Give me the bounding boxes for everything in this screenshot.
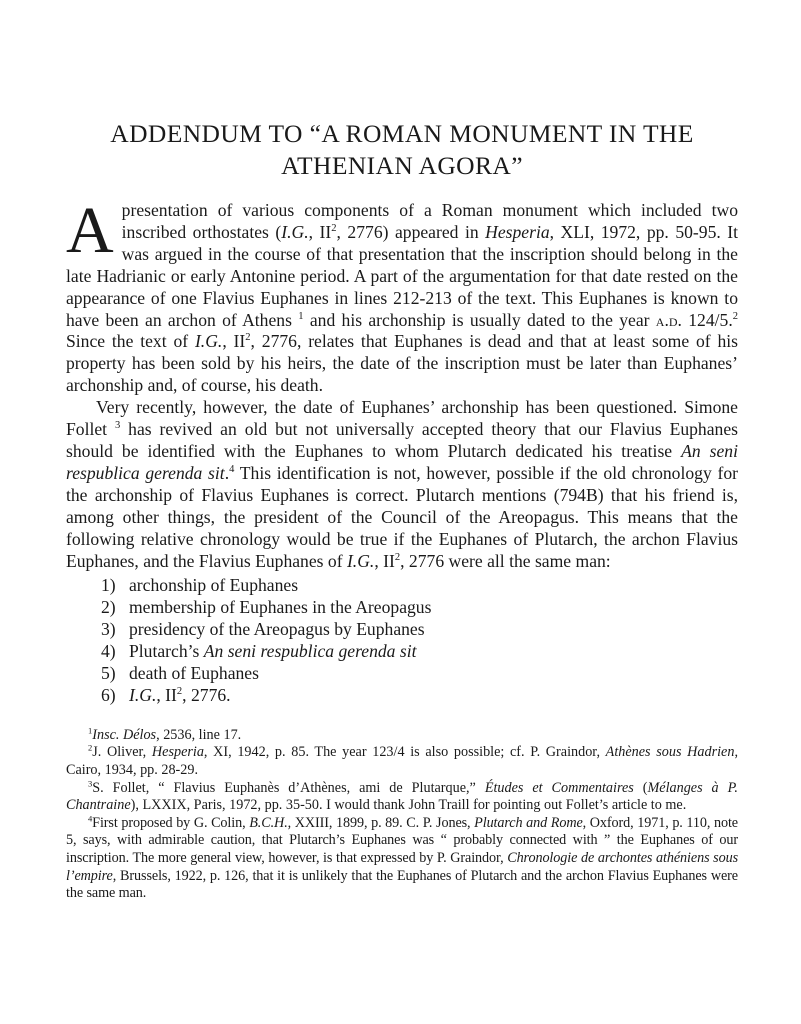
p2-text-4: This identification is not, however, possible if the old chronology for the archonship of Flavius Euphanes is correct. Plutarch mentions (794B) that his friend is, among other things, the president of the Council of the Areopagus. This means that the following relative chronology would be true if the Euphanes of Plutarch, the archon Flavius Euphanes, and the Flavius Euphanes of [66, 462, 738, 571]
footnote-number: 4 [88, 813, 93, 824]
list-item [101, 619, 738, 641]
list-item [101, 663, 738, 685]
page [66, 118, 738, 903]
footnote-text: S. Follet, “ Flavius Euphanès d’Athènes, ami de Plutarque,” [92, 779, 485, 796]
list-number: 1) [101, 575, 116, 596]
p1-sup: 2 [331, 223, 337, 235]
footnote-number: 1 [88, 725, 93, 736]
p2-text-2: has revived an old but not universally accepted theory that our Flavius Euphanes should be identified with the Euphanes to whom Plutarch dedicated his treatise [66, 419, 738, 461]
list-text: death of Euphanes [129, 663, 259, 684]
footnote-ref-2[interactable]: 2 [732, 310, 738, 322]
list-item [101, 685, 738, 707]
footnote-text: , 2536, line 17. [156, 726, 242, 743]
footnote-italic: Athènes sous Hadrien [605, 744, 735, 761]
p1-text-5: and his archonship is usually dated to the year [303, 309, 656, 330]
list-italic: I.G. [129, 684, 157, 705]
footnote-text: ), LXXIX, Paris, 1972, pp. 35-50. I would thank John Traill for pointing out Follet’s article to me. [130, 797, 687, 814]
footnote-italic: Chronologie de archontes athéniens sous l’empire [66, 850, 738, 884]
list-number: 5) [101, 663, 116, 684]
p1-ig: I.G. [281, 221, 309, 242]
title-line-2: ATHENIAN AGORA” [281, 151, 523, 180]
paragraph-1 [66, 194, 739, 397]
footnote-text: First proposed by G. Colin, [92, 814, 250, 831]
p1-sup-2: 2 [245, 332, 251, 344]
p1-text-9: , 2776, relates that Euphanes is dead and that at least some of his property has been sold by his heirs, the date of the inscription must be later than Euphanes’ archonship and, of course, his death. [66, 331, 738, 396]
footnote-text: , Brussels, 1922, p. 126, that it is unlikely that the Euphanes of Plutarch and the archon Flavius Euphanes were the same man. [66, 867, 738, 902]
list-sup: 2 [176, 686, 183, 698]
list-text: membership of Euphanes in the Areopagus [129, 597, 432, 618]
list-italic: An seni respublica gerenda sit [203, 641, 417, 662]
footnote-text: , XXIII, 1899, p. 89. C. P. Jones, [287, 814, 475, 831]
p1-hesperia: Hesperia [485, 221, 550, 242]
footnote-ref-3[interactable]: 3 [114, 420, 121, 432]
list-item [101, 575, 738, 597]
p2-text-6: , 2776 were all the same man: [400, 550, 611, 571]
list-text: presidency of the Areopagus by Euphanes [129, 619, 425, 640]
p1-text-6: 124/5. [681, 309, 733, 330]
article-title [66, 118, 738, 182]
p2-text-3: . [224, 462, 230, 483]
list-number: 3) [101, 619, 116, 640]
p1-text-8: , II [222, 331, 246, 352]
footnote-3 [66, 777, 738, 815]
footnote-text: , XI, 1942, p. 85. The year 123/4 is also possible; cf. P. Graindor, [203, 744, 606, 761]
footnote-ref-4[interactable]: 4 [229, 464, 235, 476]
footnote-number: 2 [88, 742, 93, 753]
title-line-1: ADDENDUM TO “A ROMAN MONUMENT IN THE [110, 119, 694, 148]
list-text: Plutarch’s [129, 641, 204, 662]
p2-text-5: , II [374, 550, 395, 571]
p1-text-7: Since the text of [66, 331, 195, 352]
footnote-ref-1[interactable]: 1 [298, 310, 304, 322]
list-text: archonship of Euphanes [129, 575, 299, 596]
article-body [66, 194, 739, 707]
footnote-text: , Oxford, 1971, p. 110, note 5, says, with admirable caution, that Plutarch’s Euphanes was “ probably connected with ” the Euphanes of our inscription. The more general view, however, is that expressed by P. Graindor, [66, 814, 738, 866]
p1-text-3: , 2776) appeared in [336, 221, 486, 242]
footnote-text: J. Oliver, [92, 744, 152, 761]
paragraph-2 [66, 397, 738, 572]
list-number: 6) [101, 684, 116, 705]
footnote-italic: Hesperia [151, 744, 204, 761]
list-number: 4) [101, 641, 116, 662]
footnotes [66, 727, 738, 903]
list-number: 2) [101, 597, 116, 618]
p2-sup: 2 [394, 551, 401, 563]
chronology-list [101, 575, 738, 706]
p2-ig: I.G. [346, 550, 375, 571]
footnote-text: , Cairo, 1934, pp. 28-29. [66, 744, 738, 779]
footnote-number: 3 [88, 777, 93, 788]
footnote-italic: Insc. Délos [92, 726, 157, 743]
p2-treatise: An seni respublica gerenda sit [66, 440, 738, 483]
p1-text-2: , II [308, 221, 332, 242]
footnote-4 [66, 815, 738, 903]
p1-text-1: presentation of various components of a Roman monument which included two inscribed orthostates ( [121, 200, 738, 242]
list-item [101, 641, 738, 663]
footnote-italic: Mélanges à P. Chantraine [66, 779, 738, 814]
footnote-1 [66, 727, 738, 745]
drop-cap: A [66, 194, 114, 267]
p1-ad: a.d. [655, 309, 682, 330]
p1-text-4: , XLI, 1972, pp. 50-95. It was argued in the course of that presentation that the inscription should belong in the late Hadrianic or early Antonine period. A part of the argumentation for that date rested on the appearance of one Flavius Euphanes in lines 212-213 of the text. This Euphanes is known to have been an archon of Athens [66, 221, 739, 330]
list-item [101, 597, 738, 619]
footnote-text: ( [633, 779, 648, 796]
footnote-2 [66, 744, 738, 779]
p2-text-1: Very recently, however, the date of Euphanes’ archonship has been questioned. Simone Follet [66, 397, 738, 440]
footnote-italic: Études et Commentaires [484, 779, 634, 796]
list-text: , II [156, 684, 177, 705]
footnote-italic: B.C.H. [249, 814, 288, 831]
p1-ig-2: I.G. [194, 331, 223, 352]
list-tail: , 2776. [182, 684, 231, 705]
footnote-italic: Plutarch and Rome [474, 814, 583, 831]
